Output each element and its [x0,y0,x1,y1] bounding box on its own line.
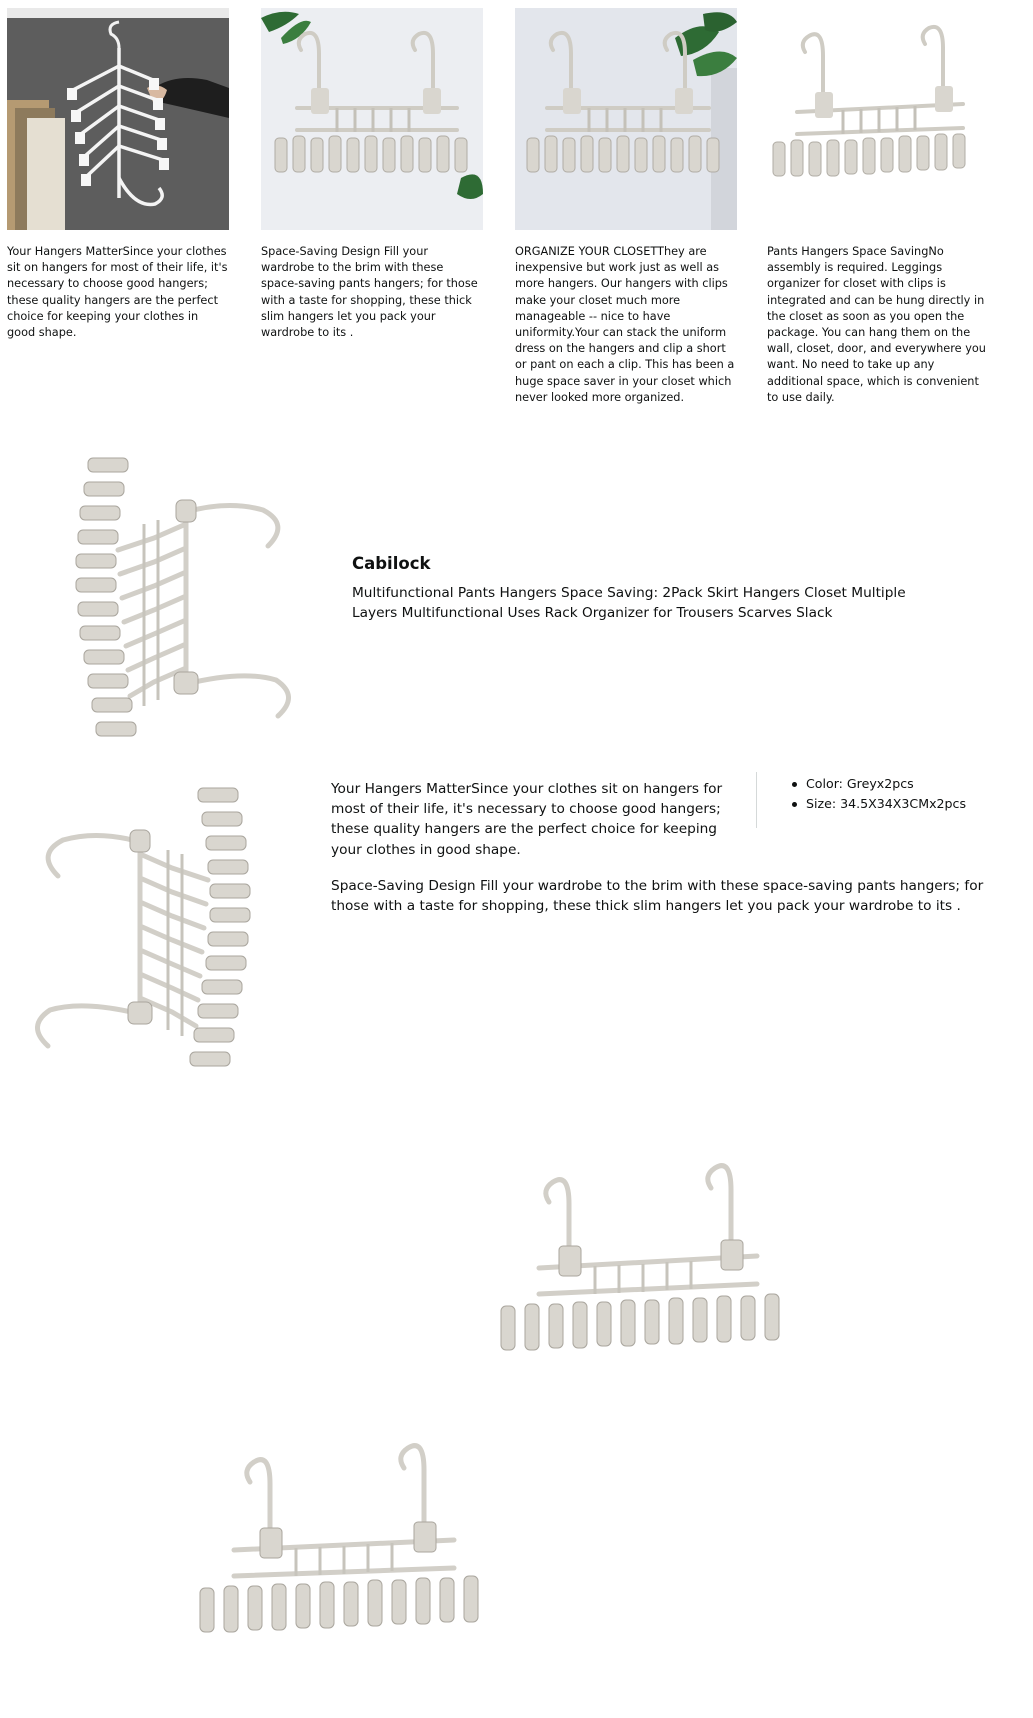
hanger-front-view-image-2 [194,1440,494,1680]
product-attributes-list [790,774,966,814]
hanger-with-plant-photo-2 [515,8,737,230]
vertical-divider [756,772,757,828]
card-text-4: Pants Hangers Space SavingNo assembly is required. Leggings organizer for closet with clips is integrated and can be hung directly in the closet as soon as you open the package. You can hang them on the wall, closet, door, and everywhere you want. No need to take up any additional space, which is convenient to use daily. [767,245,986,404]
card-image-4 [767,8,989,230]
product-title: Multifunctional Pants Hangers Space Saving: 2Pack Skirt Hangers Closet Multiple Layers Multifunctional Uses Rack Organizer for Trousers Scarves Slack [352,585,906,621]
hanger-front-view-image [495,1160,795,1400]
attribute-color: Color: Greyx2pcs [790,774,966,794]
hanger-with-plant-photo [261,8,483,230]
attribute-size: Size: 34.5X34X3CMx2pcs [790,794,966,814]
card-image-3 [515,8,737,230]
card-image-1 [7,8,229,230]
card-text-3: ORGANIZE YOUR CLOSETThey are inexpensive but work just as well as more hangers. Our hangers with clips make your closet much more manageable -- nice to have uniformity.Your can stack the uniform dress on the hangers and clip a short or pant on each a clip. This has been a huge space saver in your closet which never looked more organized. [515,245,735,404]
gallery-image-2 [194,1440,494,1680]
hanger-product-photo [767,8,989,230]
description-paragraph-1: Your Hangers MatterSince your clothes sit on hangers for most of their life, it's necessary to choose good hangers; these quality hangers are the perfect choice for keeping your clothes in good shape. [331,781,723,858]
card-text-1: Your Hangers MatterSince your clothes sit on hangers for most of their life, it's necessary to choose good hangers; these quality hangers are the perfect choice for keeping your clothes in good shape. [7,245,228,340]
description-paragraph-2: Space-Saving Design Fill your wardrobe to the brim with these space-saving pants hangers; for those with a taste for shopping, these thick slim hangers let you pack your wardrobe to its . [331,878,984,915]
product-secondary-image [28,770,268,1080]
hanger-side-view-mirrored-image [28,770,268,1080]
gallery-image-1 [495,1160,795,1400]
product-main-image [58,440,298,750]
brand-name: Cabilock [352,554,431,573]
card-image-2 [261,8,483,230]
hanger-side-view-image [58,440,298,750]
hanger-with-pants-photo [7,8,229,230]
card-text-2: Space-Saving Design Fill your wardrobe to the brim with these space-saving pants hangers; for those with a taste for shopping, these thick slim hangers let you pack your wardrobe to its . [261,245,478,340]
